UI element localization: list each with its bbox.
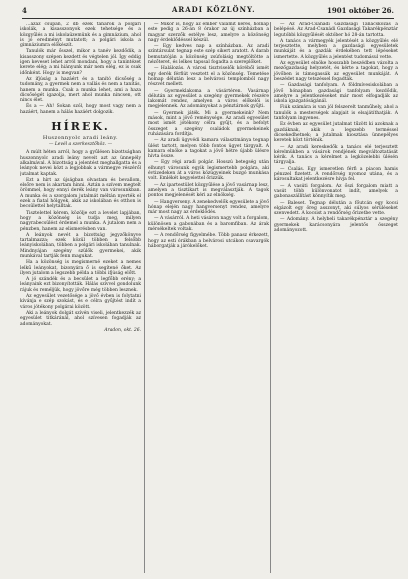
news-item: — A vasúti forgalom. Az őszi forgalom miatt a vasút több különvonatot indít, amelyek a gabonaszállítást könnyítik meg. — [274, 183, 398, 200]
news-paragraph: Ezt a hírt az újságban olvastam és bevallom, elsőre nem is akartam hinni. Aztán a szívem megtelt örömmel, hogy ennyi derék leány van városunkban. A munka és a szorgalom jutalmát méltán nyerték el ezek a fiatal hölgyek, akik az iskolában és otthon is becsülettel helytálltak. — [20, 177, 141, 210]
news-paragraph: Tisztelettel kérem, közölje ezt a levelet lapjában, hogy a közönség is tudja meg, milyen nagyrabecsülést érdemel a munka. A jutalom nem a pénzben, hanem az elismerésben van. — [20, 210, 141, 232]
news-item: — Adomány. A helybeli takarékpénztár a szegény gyermekek karácsonyára jelentős összeget adományozott. — [274, 217, 398, 233]
news-paragraph: A jó szándék és a becsület a legfőbb erény; a leányaink ezt bizonyították. Hálás szívvel gondolunk rájuk és reméljük, hogy jövőre még többen lesznek. — [20, 277, 141, 293]
column-left — [20, 22, 141, 573]
column-right — [270, 22, 398, 573]
news-item-intro: — Az Arad-Csanádi Gazdasági Tanácskozás a belépésé. Az Arad-Csanádi Gazdasági Takarékpénztár legutóbbi közgyűlését október hó 28-án tartotta. — [274, 22, 398, 38]
page-number: 4 — [22, 6, 27, 15]
news-paragraph: Aki a leányok dolgát szívén viseli, jelentkezzék az egyesület titkáránál, ahol szívesen fogadják az adományokat. — [20, 310, 141, 327]
newspaper-title: ARADI KÖZLÖNY. — [172, 5, 256, 14]
issue-date: 1901 október 26. — [327, 6, 394, 15]
news-item: — Gyermek játék. Mi a gyermekeink? Nem mások, mint a jövő reménysége. Az aradi egyesület most ismét jótékony célra gyűjt, és a befolyt összeget a szegény családok gyermekeinek ruházására fordítja. — [148, 110, 269, 137]
news-paragraph: Az egyesület vezetősége a jövő évben is folytatni kívánja e szép szokást, és e célra gyűjtést indít a város jótékony polgárai között. — [20, 294, 141, 310]
article-paragraph: És a — Ah! Sokan szól, hogy most vagy nem a hazáért, hanem a hálás hazáért dolgozik. — [20, 104, 141, 115]
article-paragraph: Az ifjúság a hazáért és a tanító dicsőség a tudomány, a gyermek nem a vallás és nem a tanítás, hanem a munka. Csak a munka lehet, ami a haza dicsőségét igazolja, mert ahol munka nincsen, ott nincs élet. — [20, 76, 141, 104]
news-item: — Baleset. Tegnap délután a főutcán egy kocsi elgázolt egy öreg asszonyt, aki súlyos sérüléseket szenvedett. A kocsist a rendőrség őrizetbe vette. — [274, 200, 398, 217]
news-item: — Az aradi kereskedők a tanács elé terjesztett kérelmükben a vásárok rendjének megváltoztatását kérik. A tanács a kérelmet a legközelebbi ülésén tárgyalja. — [274, 144, 398, 166]
news-byline: — Levél a szerkesztőhöz. — — [48, 142, 113, 148]
news-item: Fiúk számára is van jól felszerelt tanműhely, ahol a tanulók a mesterségek alapjait is elsajátíthatják. A tanfolyam ingyenes. — [274, 105, 398, 122]
news-item: — Hangverseny. A zenekedvelők egyesülete a jövő hónap elején nagy hangversenyt rendez, amelyre már most nagy az érdeklődés. — [148, 199, 269, 216]
news-item: A tanács a vármegyék jelentését a közgyűlés elé terjesztette, melyben a gazdasági egyesületek munkáját és a gazdák érdekében tett lépéseket ismertette. A közgyűlés a jelentést tudomásul vette. — [274, 38, 398, 60]
news-item: — Egy régi aradi polgár. Hosszú betegség után elhunyt városunk egyik legismertebb polgára, aki évtizedeken át a város közügyeinek buzgó munkása volt. Emlékét kegyelettel őrizzük. — [148, 160, 269, 182]
news-item: — Gazdasági tanfolyam. A földmívesiskolában a jövő hónapban gazdasági tanfolyam kezdődik, amelyre a jelentkezéseket már most elfogadják az iskola igazgatóságánál. — [274, 83, 398, 105]
news-item: — A vásárról. A heti vásáron nagy volt a forgalom, különösen a gabonában és a baromfiban. Az árak mérsékeltek voltak. — [148, 216, 269, 232]
column-middle — [144, 22, 269, 573]
news-item: — Az aradi ügyvédi kamara választmánya tegnap ülést tartott, melyen több fontos ügyet tárgyalt. A kamara elnöke a tagokat a jövő hétre újabb ülésre hívta össze. — [148, 138, 269, 160]
article-paragraph: …azaz csupán, 2 db ezek tanárok a polgári iskolák, a kisasszonyok ezek tehetsége és a közgyűlés a mi iskolaüzemünk és a gimnázium, ahol is jó eredményt mutatott; a polgári iskola a gimnáziumra előkészít. — [20, 22, 141, 49]
page-header — [22, 4, 394, 19]
news-section-title: HÍREK. — [51, 120, 110, 134]
news-paragraph: A leányok nevét a bizottság jegyzőkönyve tartalmazza; ezek közül többen a felsőbb leányiskolában, többen a polgári iskolában tanulnak. Mindnyájan szegény szülők gyermekei, akik munkával tartják fenn magukat. — [20, 232, 141, 259]
news-item: — A rendőrség figyelmébe. Több panasz érkezett, hogy az esti órákban a belvárosi utcákon csavargók háborgatják a járókelőket. — [148, 233, 269, 249]
news-item: — Egy kedves nap a színházban. Az aradi színtársulat tegnap este szép sikert aratott. A darab bemutatóján a közönség zsúfolásig megtöltötte a nézőteret, és lelkes tapssal fogadta a szereplőket. — [148, 44, 269, 66]
news-item: — Csalás. Egy ismeretlen férfi a piacon hamis pénzzel fizetett. A rendőrség nyomoz utána, és a károsultakat jelentkezésre hívja fel. — [274, 166, 398, 183]
article-paragraph: Tanulók már ősszel, mikor a tanév kezdődik, a kisasszony szépen kezdett és végtelen jól. Így eddig igen keveset lehet arról mondani, hogy a tanintézet kerete elég; a mi hiányunk már nem elég, ez is csak időnként. Hogy is megvan? — [20, 49, 141, 76]
news-paragraph: A múlt héten arról, hogy a gyűlésen bizottságban huszonnyolc aradi leány neveit azt az ünnepély alkalmával. A bizottság a jelentést meghallgatta és a leányok nevei közt a legjobbak a vármegye részéről jutalmat kaptak. — [20, 150, 141, 177]
news-item: Ez évben az egyesület jutalmat tűzött ki azoknak a gazdáknak, akik a legszebb terméssel dicsekedhetnek; a jutalmak kiosztása ünnepélyes keretek közt történik. — [274, 122, 398, 144]
news-signature: Aradon, okt. 26. — [104, 327, 141, 333]
news-item: — Halálozás. A városi tisztviselők köréből ismét egy derék férfiút vesztett el a közönség. Temetése holnap délután lesz a belvárosi templomból nagy részvét mellett. — [148, 66, 269, 88]
news-item: — Gyermeklakoma a vásártéren. Vasárnap délután az egyesület a szegény gyermekek részére lakomát rendez, amelyen a város előkelői is megjelennek. Az adományokat a pénztárnok gyűjti. — [148, 88, 269, 110]
news-paragraph: Ha a közönség is megismerné ezeket a nemes lelkű leányokat, bizonyára ő is segítené őket. Az ilyen jutalom a legszebb példa a többi ifjúság előtt. — [20, 260, 141, 276]
news-item: — Mikor is, hogy az ember valamit keres, holnap este pedig a 26-án 8 órakor az új színházban a magyar szerzők estélye lesz, amelyre a közönség nagy érdeklődéssel készül. — [148, 22, 269, 43]
news-item: — Az ipartestület közgyűlése a jövő vasárnap lesz, amelyen a tisztikart is megválasztják. A tagok pontos megjelenését kéri az elnökség. — [148, 182, 269, 199]
news-subtitle: Huszonnyolc aradi leány. — [42, 135, 119, 142]
news-item: Az egyesület elnöke hosszabb beszédben vázolta a mezőgazdaság helyzetét, és kérte a tagokat, hogy a jövőben is támogassák az egyesület munkáját. A beszédet nagy tetszéssel fogadták. — [274, 61, 398, 82]
